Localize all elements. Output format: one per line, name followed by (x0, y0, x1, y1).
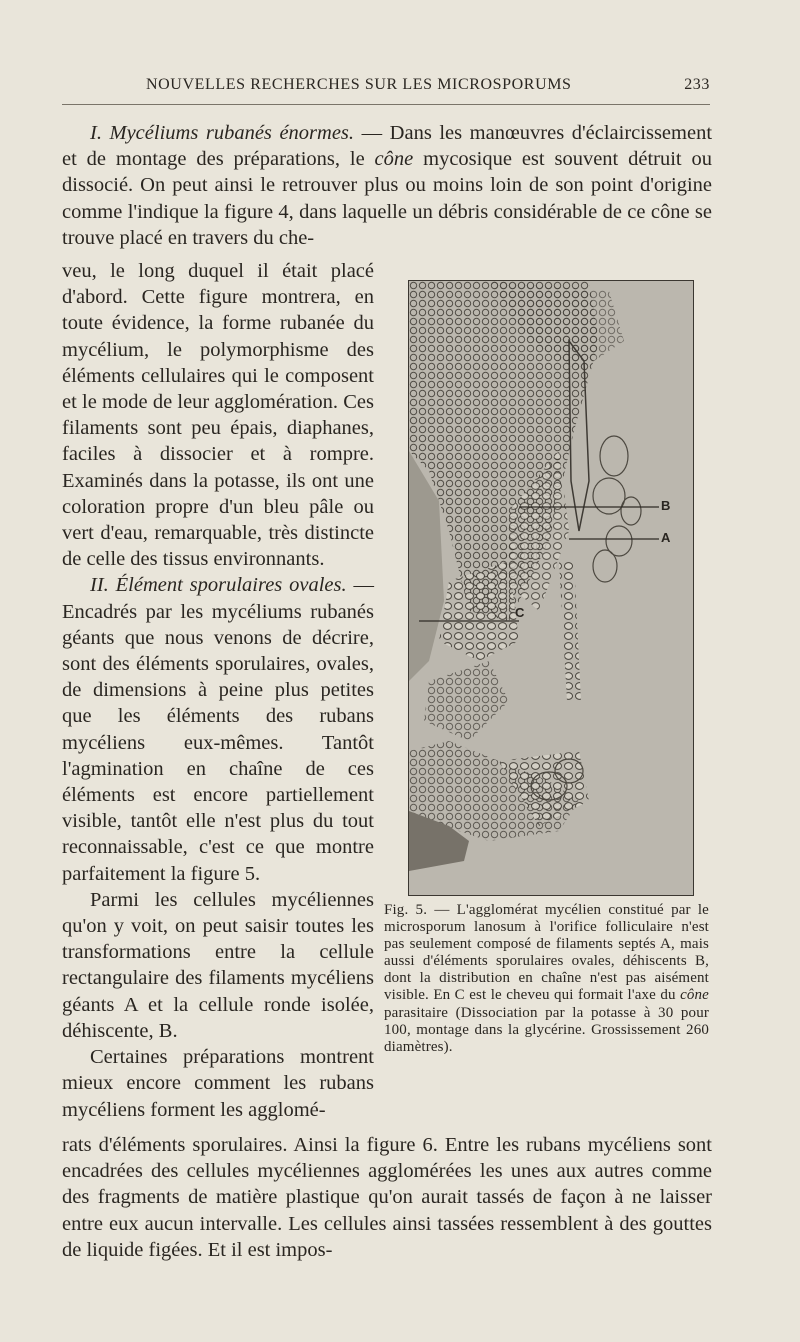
section-1-column-text: veu, le long duquel il était placé d'abord. Cette figure montrera, en toute évidence, la forme rubanée du mycélium, le polymorphisme des éléments cellulaires qui le composent et le mode de leur agglomération. Ces filaments sont peu épais, diaphanes, faciles à dissocier et à rompre. Examinés dans la potasse, ils ont une coloration propre d'un bleu pâle ou vert d'eau, remarquable, très distincte de celle des tissus environnants. (62, 260, 374, 571)
page-number: 233 (684, 76, 710, 93)
figure-label-a: A (661, 530, 671, 545)
figure-5-micrograph (408, 280, 694, 896)
section-1-heading: I. Mycéliums rubanés énormes. (90, 122, 355, 144)
section-1-intro (62, 120, 712, 251)
caption-lead: Fig. 5. (384, 902, 428, 918)
header-rule (62, 104, 710, 105)
figure-label-b: B (661, 498, 671, 513)
section-1-text-2: mycosique est souvent détruit ou dissocié. On peut ainsi le retrouver plus ou moins loin de son point d'origine comme l'indique la figure 4, dans laquelle un débris considérable de ce cône se trouve placé en travers du che- (62, 148, 712, 249)
section-2-closing (62, 1132, 712, 1263)
figure-caption (384, 902, 709, 1056)
running-title: NOUVELLES RECHERCHES SUR LES MICROSPORUMS (146, 76, 572, 93)
section-2-paragraph (62, 572, 374, 886)
section-2-heading: II. Élément sporulaires ovales. (90, 574, 347, 597)
section-1-text: — Dans les manœuvres d'éclaircissement et de montage des préparations, le (62, 122, 713, 171)
section-1-paragraph (62, 120, 712, 251)
section-2-text-2: Parmi les cellules mycéliennes qu'on y voit, on peut saisir toutes les transformations entre la cellule rectangulaire des filaments mycéliens géants A et la cellule ronde isolée, déhiscente, B. (62, 888, 374, 1042)
section-2-closing-text: rats d'éléments sporulaires. Ainsi la figure 6. Entre les rubans mycéliens sont encadrées des cellules mycéliennes agglomérées les unes aux autres comme des fragments de matière plastique qu'on aurait tassés de façon à ne laisser entre eux aucun intervalle. Les cellules ainsi tassées ressemblent à des gouttes de liquide figées. Et il est impos- (62, 1134, 712, 1261)
section-2-text-3: Certaines préparations montrent mieux encore comment les rubans mycéliens forment les agglomé- (62, 1046, 374, 1121)
cone-term: cône (374, 148, 414, 171)
left-column (62, 258, 374, 1123)
figure-label-c: C (515, 605, 525, 620)
caption-end: parasitaire (Dissociation par la potasse à 30 pour 100, montage dans la glycérine. Grossissement 260 diamètres). (384, 1004, 709, 1055)
caption-text: — L'agglomérat mycélien constitué par le microsporum lanosum à l'orifice folliculaire n'est pas seulement composé de filaments septés A, mais aussi d'éléments sporulaires ovales, déhiscents B, dont la distribution en chaîne n'est pas aisément visible. En C est le cheveu qui formait l'axe du (384, 902, 709, 1004)
micrograph-drawing (409, 281, 693, 895)
section-2-text-1: — Encadrés par les mycéliums rubanés géants que nous venons de décrire, sont des éléments sporulaires, ovales, de dimensions à peine plus petites que les éléments des rubans mycéliens eux-mêmes. Tantôt l'agmination en chaîne de ces éléments est encore partiellement visible, tantôt elle n'est plus du tout reconnaissable, c'est ce que montre parfaitement la figure 5. (62, 574, 374, 885)
running-head (62, 76, 710, 100)
caption-cone: cône (680, 987, 709, 1004)
